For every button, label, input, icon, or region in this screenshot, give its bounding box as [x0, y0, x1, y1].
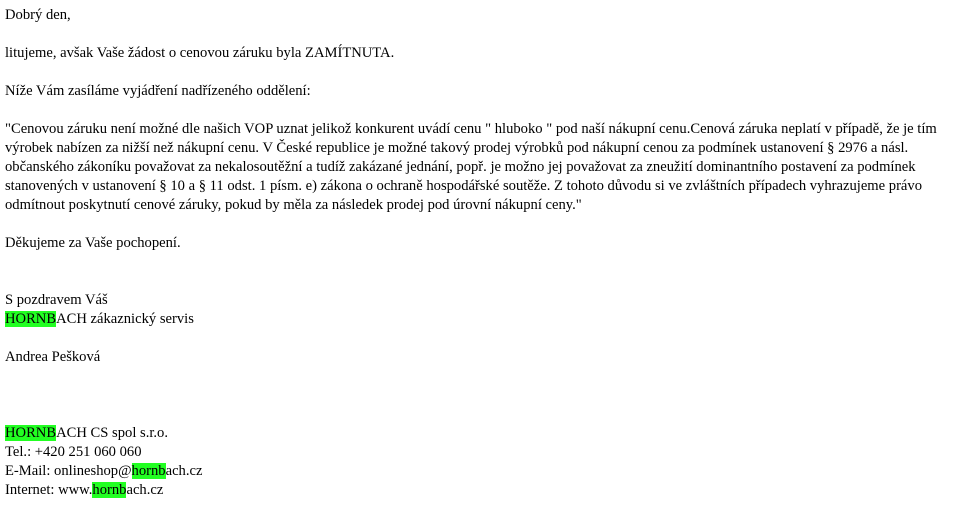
- team-signature: [5, 310, 951, 329]
- website-line: [5, 481, 951, 500]
- company-name: [5, 424, 951, 443]
- search-highlight: HORNB: [5, 425, 57, 441]
- search-highlight: HORNB: [5, 311, 57, 327]
- email-prefix: E-Mail: onlineshop@: [5, 463, 132, 479]
- phone-line: Tel.: +420 251 060 060: [5, 444, 142, 460]
- email-line: [5, 462, 951, 481]
- website-suffix: ach.cz: [126, 482, 164, 498]
- greeting: Dobrý den,: [5, 7, 71, 23]
- search-highlight: hornb: [92, 482, 127, 498]
- website-prefix: Internet: www.: [5, 482, 93, 498]
- closing-text: S pozdravem Váš: [5, 292, 108, 308]
- email-body: [5, 6, 951, 500]
- search-highlight: hornb: [131, 463, 166, 479]
- rejection-notice: litujeme, avšak Vaše žádost o cenovou záruku byla ZAMÍTNUTA.: [5, 45, 395, 61]
- intro-text: Níže Vám zasíláme vyjádření nadřízeného oddělení:: [5, 83, 311, 99]
- email-suffix: ach.cz: [165, 463, 203, 479]
- agent-name: Andrea Pešková: [5, 349, 101, 365]
- company-name-rest: ACH CS spol s.r.o.: [56, 425, 169, 441]
- thanks-text: Děkujeme za Vaše pochopení.: [5, 235, 181, 251]
- department-statement: "Cenovou záruku není možné dle našich VOP uznat jelikož konkurent uvádí cenu " hluboko " pod naší nákupní cenu.Cenová záruka neplatí v případě, že je tím výrobek nabízen za nižší než nákupní cenu. V České republice je možné takový prodej výrobků pod nákupní cenou za podmínek ustanovení § 2976 a násl. občanského zákoníku považovat za nekalosoutěžní a tudíž zakázané jednání, popř. je možno jej považovat za zneužití dominantního postavení za podmínek stanovených v ustanovení § 10 a § 11 odst. 1 písm. e) zákona o ochraně hospodářské soutěže. Z tohoto důvodu si ve zvláštních případech vyhrazujeme právo odmítnout poskytnutí cenové záruky, pokud by měla za následek prodej pod úrovní nákupní ceny.": [5, 121, 937, 213]
- team-name-rest: ACH zákaznický servis: [56, 311, 194, 327]
